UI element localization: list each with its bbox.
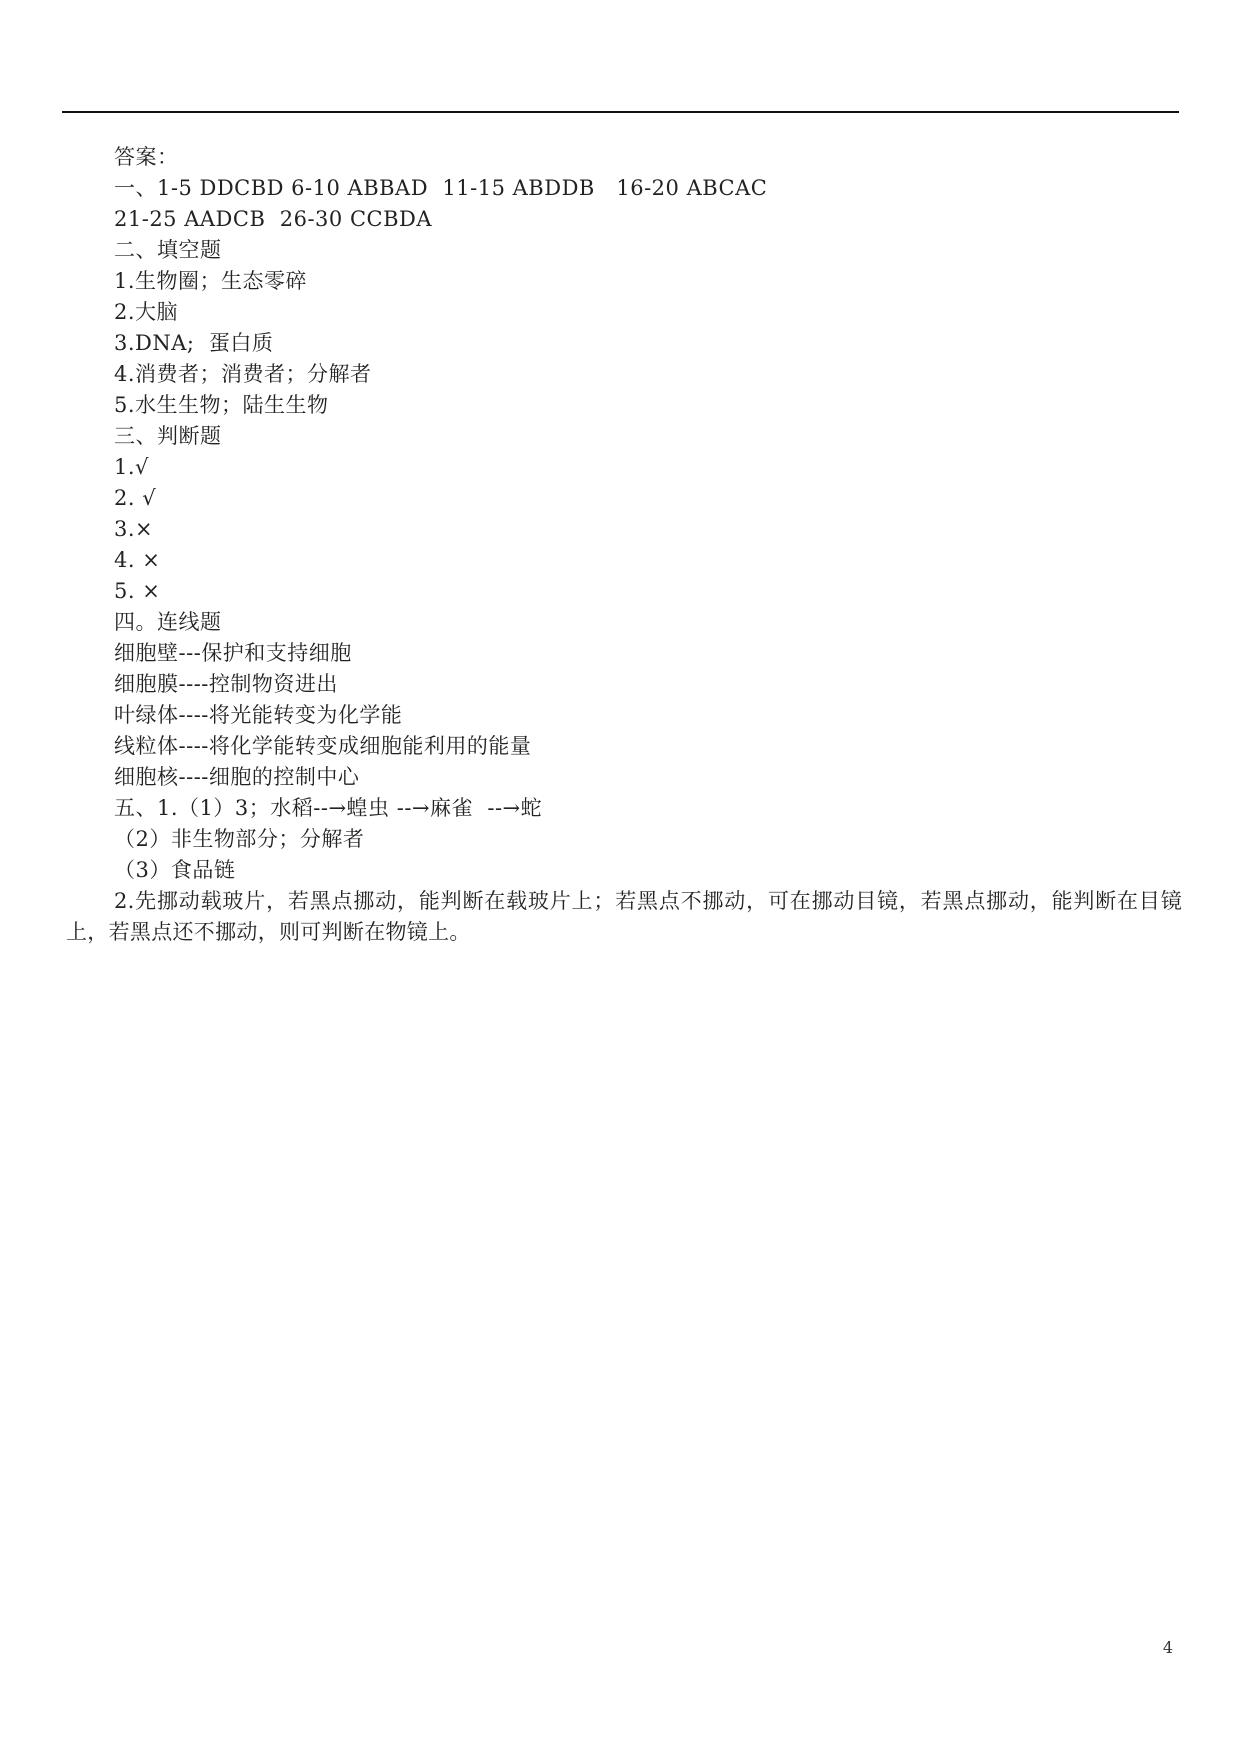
text-line: 细胞核----细胞的控制中心 <box>114 765 360 789</box>
text-line: 3.DNA; 蛋白质 <box>114 331 274 355</box>
text-line: 21-25 AADCB 26-30 CCBDA <box>114 207 433 231</box>
text-line: 线粒体----将化学能转变成细胞能利用的能量 <box>114 734 532 758</box>
section-heading: 三、判断题 <box>114 424 222 448</box>
header-rule <box>62 111 1179 113</box>
text-line: 一、1-5 DDCBD 6-10 ABBAD 11-15 ABDDB 16-20 ABCAC <box>114 176 768 200</box>
text-line: 1.生物圈；生态零碎 <box>114 269 308 293</box>
text-line: 4.消费者；消费者；分解者 <box>114 362 372 386</box>
text-line: 五、1.（1）3；水稻--→蝗虫 --→麻雀 --→蛇 <box>114 796 543 820</box>
text-line: 细胞膜----控制物资进出 <box>114 672 338 696</box>
text-line: 2.大脑 <box>114 300 179 324</box>
page-number: 4 <box>1162 1638 1173 1657</box>
text-line: 2. √ <box>114 486 157 510</box>
answer-content <box>114 142 1179 886</box>
text-line: 1.√ <box>114 455 149 479</box>
text-line: 4. × <box>114 548 161 572</box>
section-heading: 四。连线题 <box>114 610 222 634</box>
answer-heading: 答案： <box>114 145 179 169</box>
text-line: 3.× <box>114 517 154 541</box>
text-line: 细胞壁---保护和支持细胞 <box>114 641 352 665</box>
text-line: （3）食品链 <box>114 858 236 882</box>
text-line: 5. × <box>114 579 161 603</box>
section-heading: 二、填空题 <box>114 238 222 262</box>
text-line: （2）非生物部分；分解者 <box>114 827 365 851</box>
answer-paragraph: 2.先挪动载玻片，若黑点挪动，能判断在载玻片上；若黑点不挪动，可在挪动目镜，若黑点挪动，能判断在目镜上，若黑点还不挪动，则可判断在物镜上。 <box>66 889 1182 944</box>
text-line: 5.水生生物；陆生生物 <box>114 393 329 417</box>
text-line: 叶绿体----将光能转变为化学能 <box>114 703 403 727</box>
